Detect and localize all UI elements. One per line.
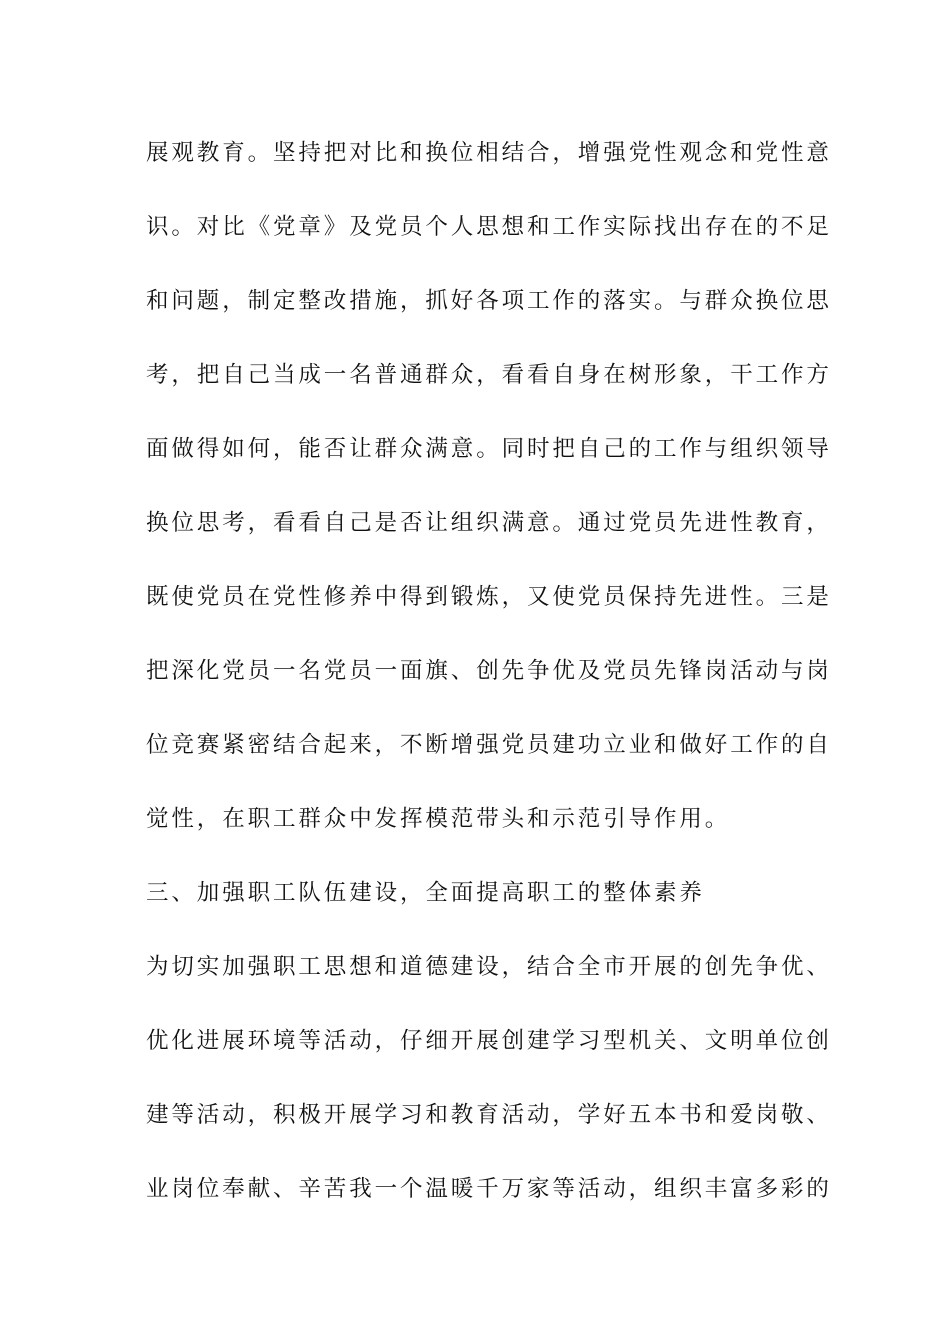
text-line: 识。对比《党章》及党员个人思想和工作实际找出存在的不足 bbox=[146, 214, 832, 240]
text-line: 优化进展环境等活动，仔细开展创建学习型机关、文明单位创 bbox=[146, 1028, 832, 1054]
text-line: 展观教育。坚持把对比和换位相结合，增强党性观念和党性意 bbox=[146, 140, 832, 166]
text-line: 觉性，在职工群众中发挥模范带头和示范引导作用。 bbox=[146, 806, 731, 832]
section-heading: 三、加强职工队伍建设，全面提高职工的整体素养 bbox=[146, 880, 705, 906]
text-line: 面做得如何，能否让群众满意。同时把自己的工作与组织领导 bbox=[146, 436, 832, 462]
text-line: 既使党员在党性修养中得到锻炼，又使党员保持先进性。三是 bbox=[146, 584, 832, 610]
text-line: 和问题，制定整改措施，抓好各项工作的落实。与群众换位思 bbox=[146, 288, 832, 314]
text-line: 建等活动，积极开展学习和教育活动，学好五本书和爱岗敬、 bbox=[146, 1102, 832, 1128]
text-line: 把深化党员一名党员一面旗、创先争优及党员先锋岗活动与岗 bbox=[146, 658, 832, 684]
body-text bbox=[146, 133, 832, 1243]
text-line: 业岗位奉献、辛苦我一个温暖千万家等活动，组织丰富多彩的 bbox=[146, 1176, 832, 1202]
text-line: 为切实加强职工思想和道德建设，结合全市开展的创先争优、 bbox=[146, 954, 832, 980]
text-line: 位竞赛紧密结合起来，不断增强党员建功立业和做好工作的自 bbox=[146, 732, 832, 758]
text-line: 考，把自己当成一名普通群众，看看自身在树形象，干工作方 bbox=[146, 362, 832, 388]
text-line: 换位思考，看看自己是否让组织满意。通过党员先进性教育， bbox=[146, 510, 832, 536]
